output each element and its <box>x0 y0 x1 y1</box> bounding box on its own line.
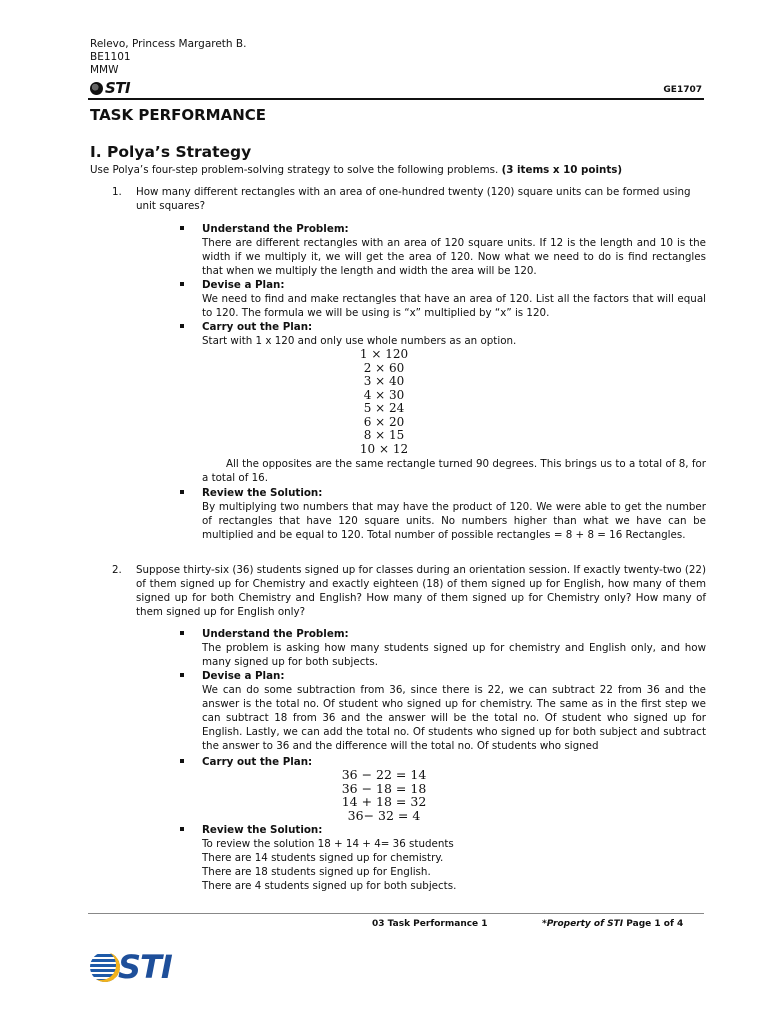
section-title: I. Polya’s Strategy <box>90 143 252 161</box>
bullet-icon <box>180 827 184 831</box>
footer-divider <box>88 913 704 914</box>
equation: 36− 32 = 4 <box>347 807 421 823</box>
step-heading: Understand the Problem: <box>202 628 349 640</box>
logo-text: STI <box>105 79 131 97</box>
step-content: By multiplying two numbers that may have the product of 120. We were able to get the number of rectangles that have 120 square units. No numbers higher than what we have can be multiplied and be equal to 120. Total number of possible rectangles = 8 + 8 = 16 Rectangles. <box>202 501 706 541</box>
footer-property <box>542 919 683 929</box>
student-header <box>90 38 246 77</box>
bullet-icon <box>180 226 184 230</box>
sti-logo-large <box>90 948 172 986</box>
q1-carry <box>180 320 706 348</box>
instructions <box>90 164 622 176</box>
step-content: We can do some subtraction from 36, since there is 22, we can subtract 22 from 36 and the answer is the total no. Of student who signed up for chemistry. The same as in the first step we can subtract 18 from 36 and the answer will be the total no. Of student who signed up for English. Lastly, we can add the total no. Of students who signed up for both subject and subtract the answer to 36 and the difference will the total no. Of students who signed <box>202 684 706 752</box>
logo-text: STI <box>118 948 172 986</box>
step-heading: Carry out the Plan: <box>202 756 313 768</box>
globe-icon <box>90 82 103 95</box>
q1-understand <box>180 222 706 278</box>
review-line: There are 18 students signed up for English. <box>202 866 431 878</box>
q2-carry <box>180 755 706 769</box>
factor-pair: 8 × 15 <box>363 428 405 442</box>
student-subject: MMW <box>90 64 119 76</box>
question-2 <box>112 563 706 619</box>
step-content: Start with 1 x 120 and only use whole numbers as an option. <box>202 335 517 347</box>
step-content: We need to find and make rectangles that have an area of 120. List all the factors that will equal to 120. The formula we will be using is “x” multiplied by “x” is 120. <box>202 293 706 319</box>
course-code: GE1707 <box>663 85 702 95</box>
review-line: There are 4 students signed up for both subjects. <box>202 880 457 892</box>
student-section: BE1101 <box>90 51 131 63</box>
factor-pair: 5 × 24 <box>363 401 405 415</box>
step-heading: Devise a Plan: <box>202 670 285 682</box>
globe-icon <box>90 952 120 982</box>
factor-pair: 1 × 120 <box>359 347 409 361</box>
equation: 14 + 18 = 32 <box>341 794 427 809</box>
q1-factor-list <box>0 348 768 456</box>
instructions-points: (3 items x 10 points) <box>501 164 623 176</box>
page-number: Page 1 of 4 <box>623 919 684 929</box>
question-text: Suppose thirty-six (36) students signed up for classes during an orientation session. If exactly twenty-two (22) of them signed up for Chemistry and exactly eighteen (18) of them signed up for English, how many of them signed up for both Chemistry and English? How many of them signed up for Chemistry only? How many of them signed up for English only? <box>136 564 706 618</box>
bullet-icon <box>180 631 184 635</box>
factor-pair: 6 × 20 <box>363 414 405 429</box>
step-content: There are different rectangles with an area of 120 square units. If 12 is the length and 10 is the width if we multiply it, we will get the area of 120. Now what we need to do is find rectangles that when we multiply the length and width the area will be 120. <box>202 237 706 277</box>
header-divider <box>88 98 704 100</box>
q2-understand <box>180 627 706 669</box>
step-heading: Review the Solution: <box>202 824 323 836</box>
step-heading: Carry out the Plan: <box>202 321 313 333</box>
bullet-icon <box>180 282 184 286</box>
review-line: To review the solution 18 + 14 + 4= 36 students <box>202 838 454 850</box>
bullet-icon <box>180 490 184 494</box>
step-heading: Understand the Problem: <box>202 223 349 235</box>
q2-plan <box>180 669 706 753</box>
q1-review <box>180 486 706 542</box>
q2-review <box>180 823 706 893</box>
factor-pair: 2 × 60 <box>363 360 405 375</box>
factor-pair: 3 × 40 <box>363 374 405 388</box>
q1-plan <box>180 278 706 320</box>
question-number: 2. <box>112 564 122 576</box>
q2-equations <box>0 768 768 822</box>
student-name: Relevo, Princess Margareth B. <box>90 38 247 50</box>
step-heading: Review the Solution: <box>202 487 323 499</box>
question-number: 1. <box>112 186 122 198</box>
factor-pair: 10 × 12 <box>359 441 409 456</box>
question-text: How many different rectangles with an area of one-hundred twenty (120) square units can be formed using unit squares? <box>136 186 691 212</box>
sti-logo-small <box>90 79 130 97</box>
property-brand: STI <box>607 919 624 929</box>
question-1 <box>112 185 706 213</box>
instructions-text: Use Polya’s four-step problem-solving strategy to solve the following problems. <box>90 164 502 176</box>
equation: 36 − 22 = 14 <box>341 767 427 782</box>
review-line: There are 14 students signed up for chemistry. <box>202 852 444 864</box>
bullet-icon <box>180 324 184 328</box>
page-title: TASK PERFORMANCE <box>90 106 267 124</box>
step-content: The problem is asking how many students signed up for chemistry and English only, and how many signed up for both subjects. <box>202 642 706 668</box>
step-heading: Devise a Plan: <box>202 279 285 291</box>
bullet-icon <box>180 759 184 763</box>
footer-task: 03 Task Performance 1 <box>372 919 488 929</box>
factor-pair: 4 × 30 <box>363 387 405 402</box>
equation: 36 − 18 = 18 <box>341 780 427 796</box>
bullet-icon <box>180 673 184 677</box>
q1-carry-note: All the opposites are the same rectangle turned 90 degrees. This brings us to a total of 8, for a total of 16. <box>202 458 706 484</box>
property-prefix: *Property of <box>542 919 608 929</box>
